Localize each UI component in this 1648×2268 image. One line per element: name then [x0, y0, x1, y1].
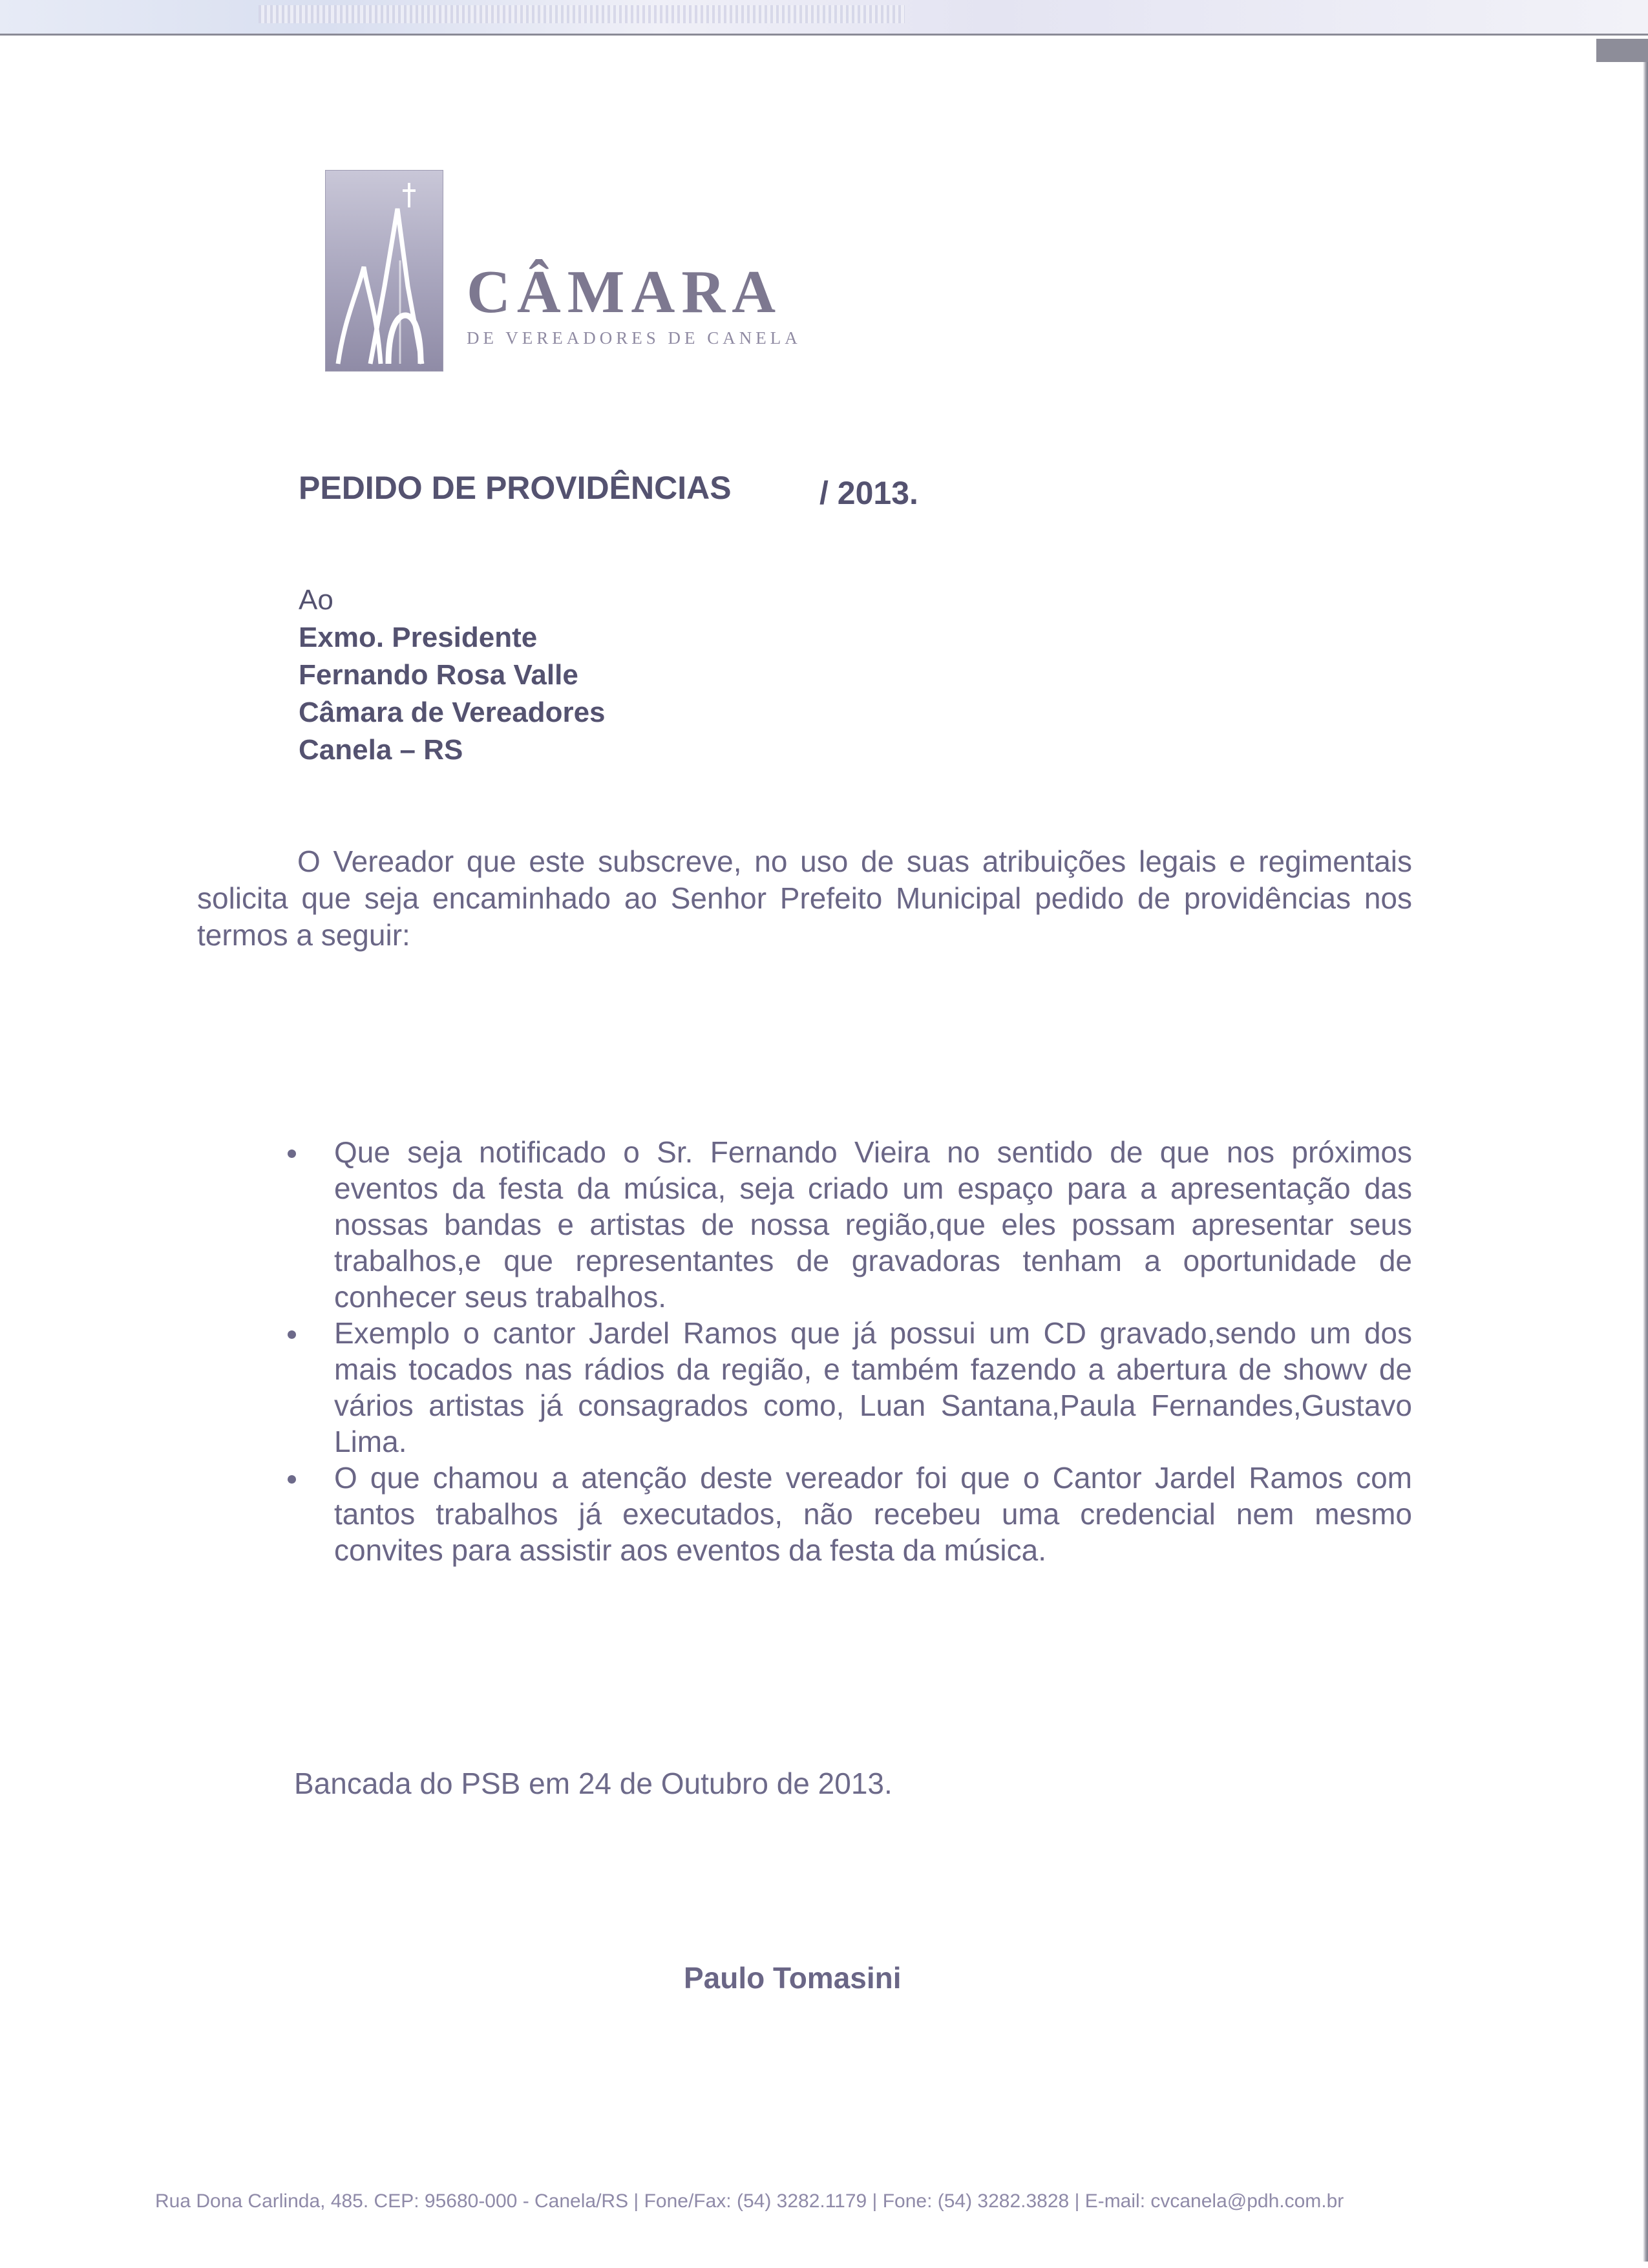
- bullet-icon: [288, 1475, 296, 1484]
- scan-right-edge: [1643, 39, 1648, 2262]
- bullet-icon: [288, 1150, 296, 1158]
- signature-name: Paulo Tomasini: [684, 1961, 902, 1995]
- logo-subtitle: DE VEREADORES DE CANELA: [467, 328, 801, 348]
- scan-top-strip: [259, 5, 905, 23]
- list-item-text: O que chamou a atenção deste vereador foi que o Cantor Jardel Ramos com tantos trabalhos já executados, não recebeu uma credencial nem mesmo convites para assistir aos eventos da festa da música.: [334, 1461, 1412, 1567]
- scan-corner: [1596, 39, 1648, 62]
- addressee-line: Ao: [299, 584, 333, 616]
- document-heading: PEDIDO DE PROVIDÊNCIAS: [299, 470, 732, 506]
- intro-text: O Vereador que este subscreve, no uso de suas atribuições legais e regimentais solicita que seja encaminhado ao Senhor Prefeito Municipal pedido de providências nos termos a seguir:: [197, 845, 1412, 952]
- addressee-line: Canela – RS: [299, 734, 463, 766]
- addressee-line: Fernando Rosa Valle: [299, 659, 578, 691]
- footer-contact: Rua Dona Carlinda, 485. CEP: 95680-000 - Canela/RS | Fone/Fax: (54) 3282.1179 | Fone: (54) 3282.3828 | E-mail: cvcanela@pdh.com.br: [155, 2190, 1344, 2212]
- list-item: [284, 1460, 1412, 1568]
- addressee-line: Câmara de Vereadores: [299, 697, 606, 728]
- list-item: [284, 1315, 1412, 1460]
- document-number: / 2013.: [819, 475, 918, 511]
- closing-date-line: Bancada do PSB em 24 de Outubro de 2013.: [294, 1767, 893, 1800]
- addressee-block: [299, 582, 606, 769]
- addressee-line: Exmo. Presidente: [299, 622, 538, 653]
- list-item-text: Que seja notificado o Sr. Fernando Vieira no sentido de que nos próximos eventos da festa da música, seja criado um espaço para a apresentação das nossas bandas e artistas de nossa região,que eles possam apresentar seus trabalhos,e que representantes de gravadoras tenham a oportunidade de conhecer seus trabalhos.: [334, 1135, 1412, 1314]
- intro-paragraph: [197, 843, 1412, 954]
- list-item: [284, 1134, 1412, 1315]
- logo-title: CÂMARA: [467, 258, 783, 326]
- request-list: [284, 1134, 1412, 1568]
- list-item-text: Exemplo o cantor Jardel Ramos que já possui um CD gravado,sendo um dos mais tocados nas rádios da região, e também fazendo a abertura de showv de vários artistas já consagrados como, Luan Santana,Paula Fernandes,Gustavo Lima.: [334, 1316, 1412, 1458]
- scan-top-border: [0, 0, 1648, 36]
- chamber-logo-icon: [325, 170, 443, 372]
- bullet-icon: [288, 1330, 296, 1339]
